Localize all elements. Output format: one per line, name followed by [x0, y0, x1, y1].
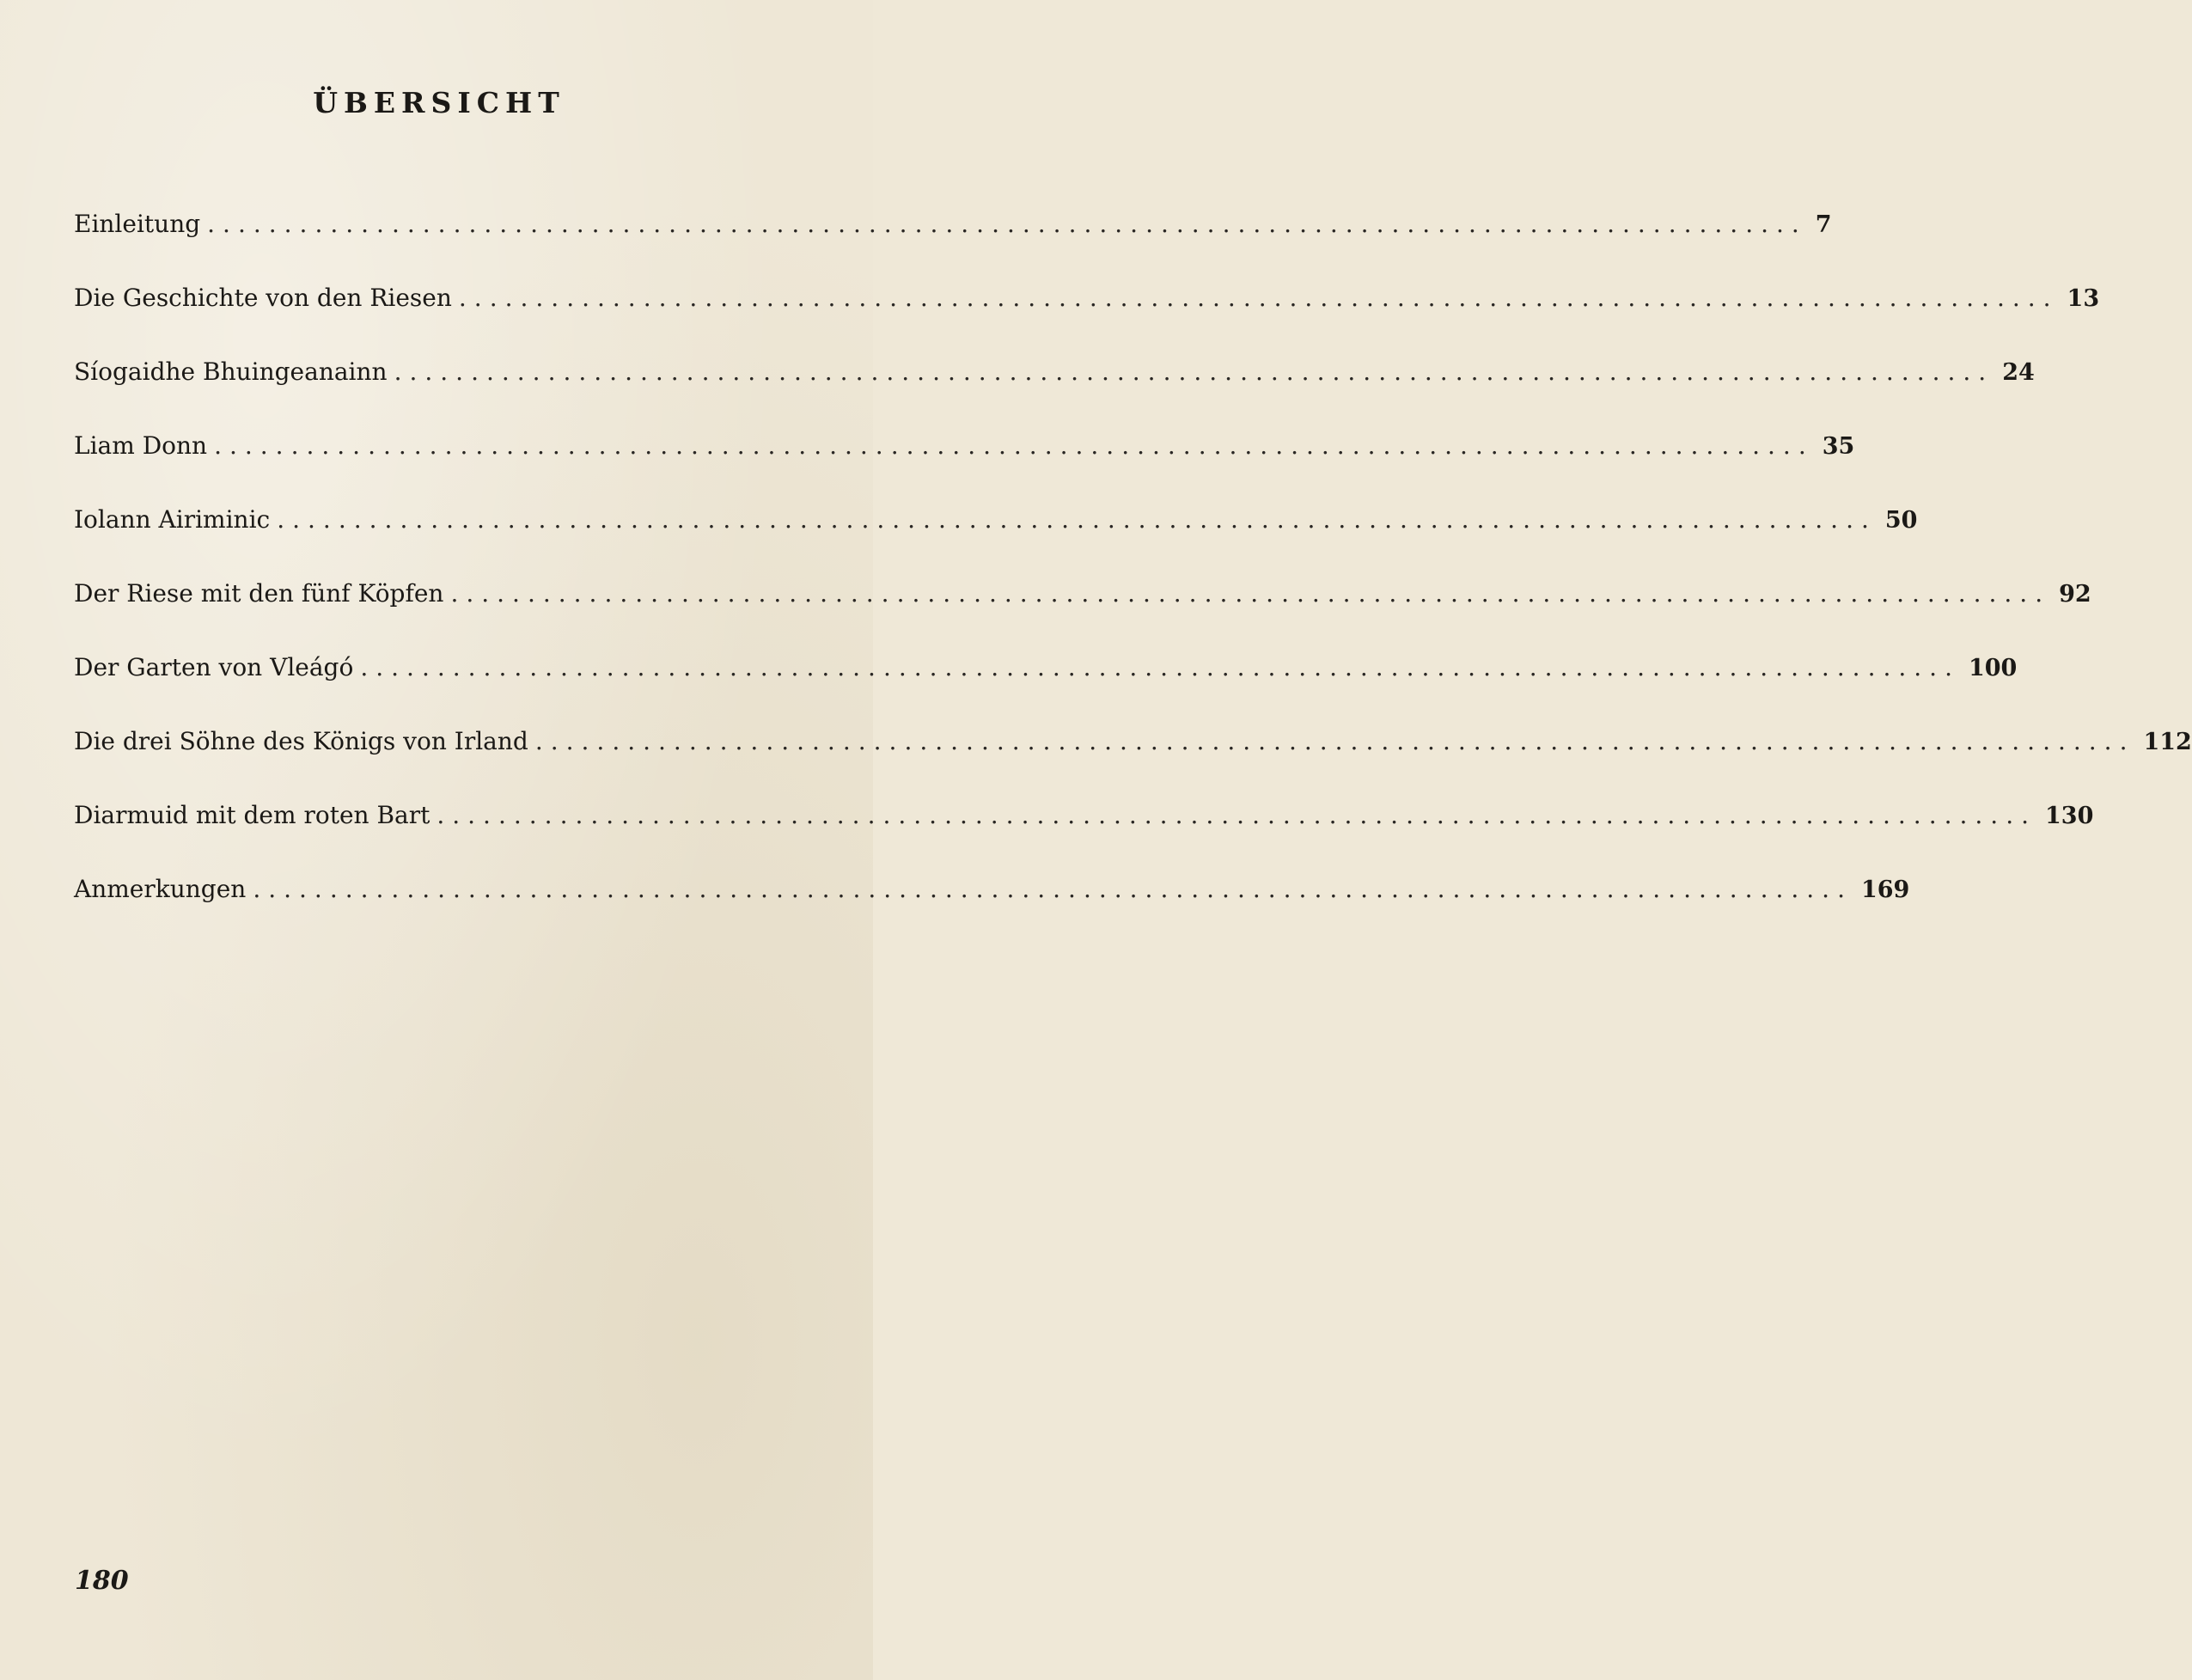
toc-entry	[74, 801, 2094, 875]
toc-entry	[74, 579, 2091, 653]
toc-entry-page: 35	[1822, 433, 1855, 460]
dot-leader: ........................................................................................................	[394, 357, 1994, 386]
toc-entry-page: 100	[1968, 655, 2018, 681]
dot-leader: ........................................................................................................	[360, 653, 1960, 681]
toc-entry	[74, 653, 2018, 727]
toc-entry-page: 13	[2067, 285, 2100, 312]
toc-entry-page: 130	[2045, 803, 2094, 829]
toc-entry-title: Liam Donn	[74, 431, 208, 460]
toc-entry-page: 50	[1884, 507, 1918, 534]
toc-entry-title: Anmerkungen	[74, 875, 247, 903]
table-of-contents	[74, 210, 2192, 949]
dot-leader: ........................................................................................................	[207, 210, 1807, 238]
toc-entry	[74, 505, 1918, 579]
toc-entry	[74, 210, 1832, 284]
toc-entry-page: 24	[2002, 359, 2035, 386]
dot-leader: ........................................................................................................	[450, 579, 2051, 608]
dot-leader: ........................................................................................................	[534, 727, 2135, 755]
toc-entry-title: Der Garten von Vleágó	[74, 653, 354, 681]
toc-entry-page: 169	[1860, 877, 1910, 903]
toc-entry-title: Iolann Airiminic	[74, 505, 271, 534]
toc-entry-page: 7	[1815, 211, 1832, 238]
toc-entry-page: 112	[2143, 729, 2192, 755]
toc-entry	[74, 875, 1910, 949]
toc-entry	[74, 357, 2035, 431]
page-title: ÜBERSICHT	[313, 86, 565, 119]
dot-leader: ........................................................................................................	[437, 801, 2036, 829]
toc-entry-title: Síogaidhe Bhuingeanainn	[74, 357, 388, 386]
toc-entry	[74, 284, 2100, 357]
toc-entry	[74, 727, 2192, 801]
dot-leader: ........................................................................................................	[458, 284, 2059, 312]
dot-leader: ........................................................................................................	[214, 431, 1814, 460]
dot-leader: ........................................................................................................	[253, 875, 1853, 903]
page-number: 180	[75, 1566, 129, 1596]
toc-entry-title: Diarmuid mit dem roten Bart	[74, 801, 430, 829]
toc-entry	[74, 431, 1855, 505]
toc-entry-title: Die drei Söhne des Königs von Irland	[74, 727, 528, 755]
toc-entry-title: Einleitung	[74, 210, 201, 238]
toc-entry-title: Die Geschichte von den Riesen	[74, 284, 452, 312]
toc-entry-page: 92	[2059, 581, 2091, 608]
toc-entry-title: Der Riese mit den fünf Köpfen	[74, 579, 444, 608]
dot-leader: ........................................................................................................	[277, 505, 1877, 534]
